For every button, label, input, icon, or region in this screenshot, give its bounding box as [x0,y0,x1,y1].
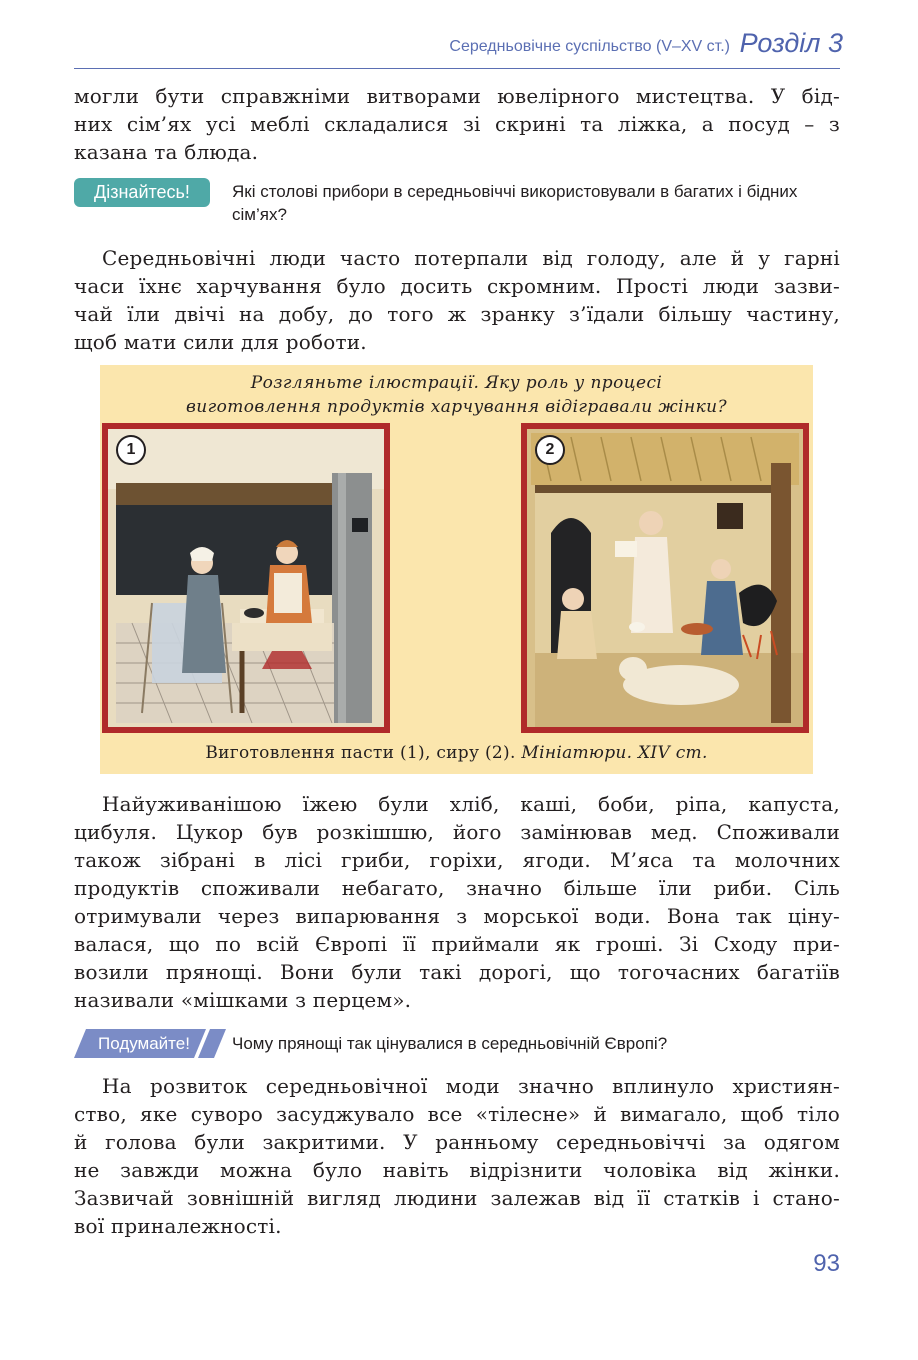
page-number: 93 [813,1250,840,1277]
paragraph-line: могли бути справжніми витворами ювелірного мистецтва. У бід- [74,84,840,108]
paragraph-line: часи їхнє харчування було досить скромним. Прості люди зазви- [74,274,840,298]
paragraph-line: казана та блюда. [74,140,259,164]
learn-badge: Дізнайтесь! [74,178,210,207]
figure-caption-italic: Мініатюри. XIV ст. [521,743,708,763]
think-badge [74,1029,226,1058]
paragraph-line: продуктів споживали небагато, значно більше їли риби. Сіль [74,876,840,900]
paragraph-line: Середньовічні люди часто потерпали від голоду, але й у гарні [102,246,840,270]
paragraph-line: возили прянощі. Вони були такі дорогі, що тогочасних багатіїв [74,960,840,984]
paragraph-line: Найуживанішою їжею були хліб, каші, боби, ріпа, капуста, [102,792,840,816]
paragraph-line: не завжди можна було навіть відрізнити чоловіка від жінки. [74,1158,840,1182]
paragraph-line: них сім’ях усі меблі складалися зі скрині та ліжка, а посуд – з [74,112,840,136]
image-number-badge: 1 [116,435,146,465]
paragraph-line: На розвиток середньовічної моди значно вплинуло християн- [102,1074,840,1098]
image-number-badge: 2 [535,435,565,465]
think-question: Чому прянощі так цінувалися в середньовічній Європі? [232,1034,668,1053]
paragraph-line: Зазвичай зовнішній вигляд людини залежав від її статків і стано- [74,1186,840,1210]
paragraph-line: також зібрані в лісі гриби, горіхи, ягоди. М’яса та молочних [74,848,840,872]
figure-prompt-line: виготовлення продуктів харчування відігравали жінки? [185,397,728,417]
header-rule [74,68,840,69]
think-badge-label: Подумайте! [98,1034,190,1053]
figure-caption-main: Виготовлення пасти (1), сиру (2). [205,743,522,763]
figure-caption [100,742,813,764]
figure-prompt-line: Розгляньте ілюстрації. Яку роль у процесі [250,373,663,393]
paragraph-line: вої приналежності. [74,1214,282,1238]
paragraph-line: отримували через випарювання з морської води. Вона так ціну- [74,904,840,928]
paragraph-line: й голова були закритими. У ранньому середньовіччі за одягом [74,1130,840,1154]
figure-prompt [100,371,813,419]
section-label: Розділ 3 [739,28,843,58]
paragraph-1 [74,82,840,166]
paragraph-2 [74,244,840,356]
paragraph-line: ство, яке суворо засуджувало все «тілесне» й вимагало, щоб тіло [74,1102,840,1126]
paragraph-line: цибуля. Цукор був розкішшю, його замінював мед. Споживали [74,820,840,844]
running-header-subtitle: Середньовічне суспільство (V–XV ст.) [449,38,730,55]
miniature-pasta-image [102,423,390,733]
paragraph-line: валася, що по всій Європі її приймали як гроші. Зі Сходу при- [74,932,840,956]
paragraph-line: щоб мати сили для роботи. [74,330,367,354]
paragraph-line: називали «мішками з перцем». [74,988,412,1012]
paragraph-4 [74,1072,840,1240]
learn-question: Які столові прибори в середньовіччі використовували в багатих і бідних сім’ях? [232,182,798,224]
paragraph-line: чай їли двічі на добу, до того ж зранку з’їдали більшу частину, [74,302,840,326]
paragraph-3 [74,790,840,1014]
illustration-figure [100,365,813,774]
miniature-cheese-image [521,423,809,733]
